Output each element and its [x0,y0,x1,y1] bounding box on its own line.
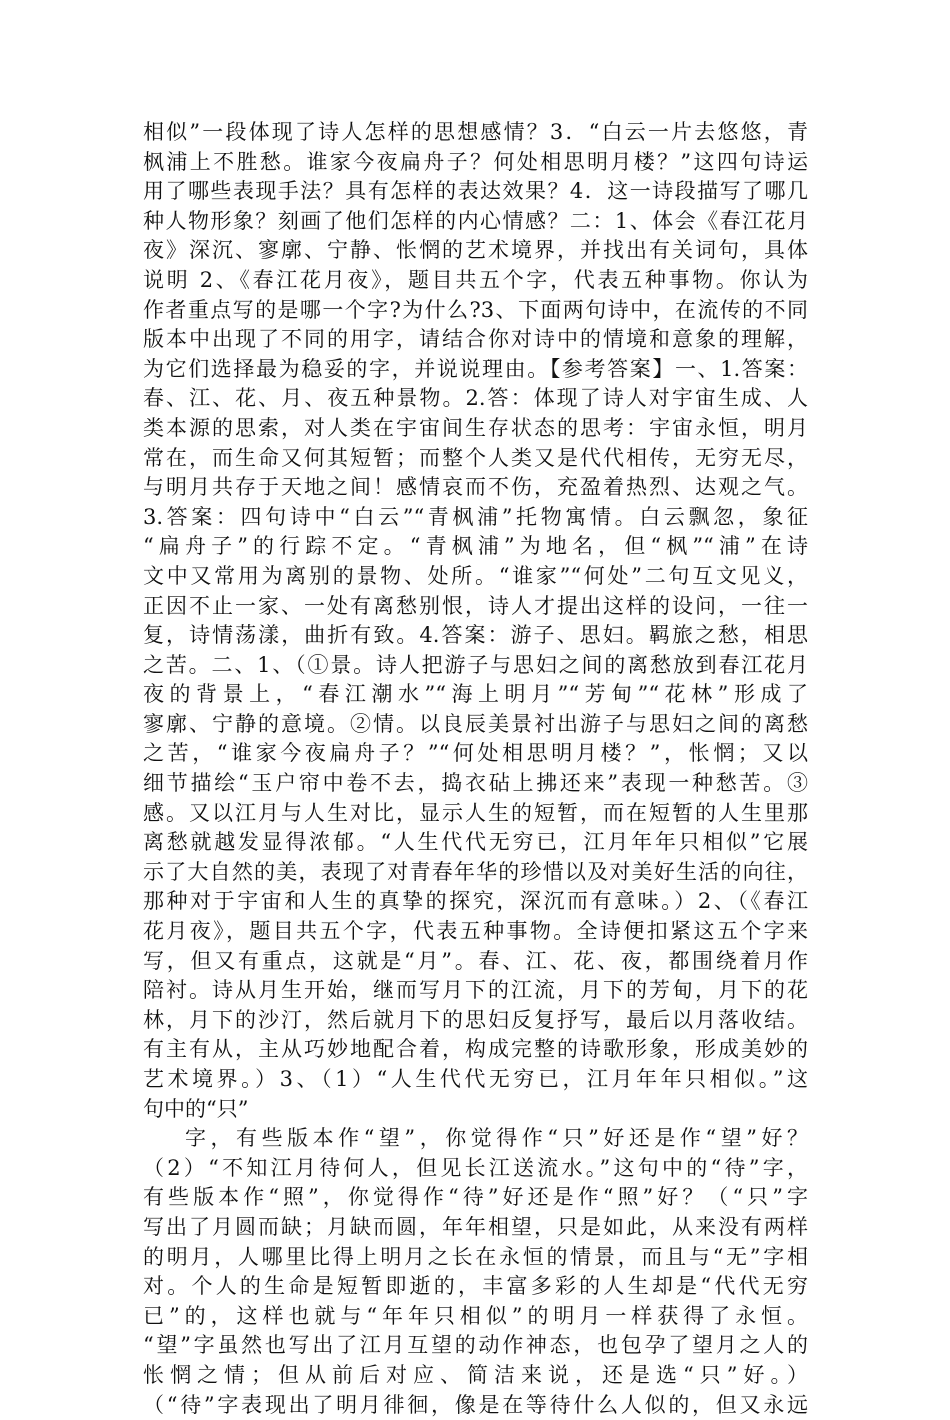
text-line: 字，有些版本作“望”，你觉得作“只”好还是作“望”好？ [185,1126,808,1151]
text-line: 春、江、花、月、夜五种景物。2.答：体现了诗人对宇宙生成、人 [143,386,808,411]
text-line: 版本中出现了不同的用字，请结合你对诗中的情境和意象的理解， [143,327,808,352]
text-line: 示了大自然的美，表现了对青春年华的珍惜以及对美好生活的向往， [143,859,808,884]
document-body [143,118,808,1420]
text-line: 寥廓、宁静的意境。②情。以良辰美景衬出游子与思妇之间的离愁 [143,711,808,736]
text-line: 已”的，这样也就与“年年只相似”的明月一样获得了永恒。 [143,1303,808,1328]
text-line: 说明 2、《春江花月夜》，题目共五个字，代表五种事物。你认为 [143,267,808,292]
text-line: 复，诗情荡漾，曲折有致。4.答案：游子、思妇。羁旅之愁，相思 [143,623,808,648]
text-line: （“待”字表现出了明月徘徊，像是在等待什么人似的，但又永远 [143,1392,808,1417]
text-line: 写，但又有重点，这就是“月”。春、江、花、夜，都围绕着月作 [143,948,808,973]
text-line: 陪衬。诗从月生开始，继而写月下的江流，月下的芳甸，月下的花 [143,978,808,1003]
text-line: 有主有从，主从巧妙地配合着，构成完整的诗歌形象，形成美妙的 [143,1037,808,1062]
text-line: 常在，而生命又何其短暂；而整个人类又是代代相传，无穷无尽， [143,445,808,470]
text-line: 写出了月圆而缺；月缺而圆，年年相望，只是如此，从来没有两样 [143,1214,808,1239]
text-line: 为它们选择最为稳妥的字，并说说理由。【参考答案】一、1.答案： [143,356,808,381]
text-line: 林，月下的沙汀，然后就月下的思妇反复抒写，最后以月落收结。 [143,1007,808,1032]
text-line: 感。又以江月与人生对比，显示人生的短暂，而在短暂的人生里那 [143,800,808,825]
text-line: 之苦，“谁家今夜扁舟子？”“何处相思明月楼？”，怅惘；又以 [143,741,808,766]
text-line: 3.答案：四句诗中“白云”“青枫浦”托物寓情。白云飘忽，象征 [143,504,808,529]
text-line: 句中的“只” [143,1096,249,1121]
text-line: 作者重点写的是哪一个字?为什么?3、下面两句诗中，在流传的不同 [143,297,808,322]
text-line: 夜的背景上，“春江潮水”“海上明月”“芳甸”“花林”形成了 [143,682,808,707]
text-line: 与明月共存于天地之间！感情哀而不伤，充盈着热烈、达观之气。 [143,475,808,500]
text-line: （2）“不知江月待何人，但见长江送流水。”这句中的“待”字， [143,1155,808,1180]
text-line: 之苦。二、1、（①景。诗人把游子与思妇之间的离愁放到春江花月 [143,652,808,677]
text-line: 怅惘之情；但从前后对应、简洁来说，还是选“只”好。） [143,1362,808,1387]
text-line: 类本源的思索，对人类在宇宙间生存状态的思考：宇宙永恒，明月 [143,415,808,440]
text-line: 用了哪些表现手法？具有怎样的表达效果？4．这一诗段描写了哪几 [143,179,808,204]
text-line: 枫浦上不胜愁。谁家今夜扁舟子？何处相思明月楼？”这四句诗运 [143,149,808,174]
text-line: 艺术境界。）3、（1）“人生代代无穷已，江月年年只相似。”这 [143,1067,808,1091]
text-line: 种人物形象？刻画了他们怎样的内心情感？二：1、体会《春江花月 [143,208,808,233]
text-line: 离愁就越发显得浓郁。“人生代代无穷已，江月年年只相似”它展 [143,830,808,855]
text-line: 细节描绘“玉户帘中卷不去，捣衣砧上拂还来”表现一种愁苦。③ [143,771,808,796]
text-line: “望”字虽然也写出了江月互望的动作神态，也包孕了望月之人的 [143,1333,808,1358]
text-line: 那种对于宇宙和人生的真挚的探究，深沉而有意味。）2、（《春江 [143,889,808,914]
text-line: 文中又常用为离别的景物、处所。“谁家”“何处”二句互文见义， [143,563,808,588]
text-line: “扁舟子”的行踪不定。“青枫浦”为地名，但“枫”“浦”在诗 [143,534,808,559]
text-line: 对。个人的生命是短暂即逝的，丰富多彩的人生却是“代代无穷 [143,1274,808,1299]
text-line: 有些版本作“照”，你觉得作“待”好还是作“照”好？（“只”字 [143,1185,808,1210]
text-line: 相似”一段体现了诗人怎样的思想感情？3．“白云一片去悠悠，青 [143,120,808,144]
text-line: 花月夜》，题目共五个字，代表五种事物。全诗便扣紧这五个字来 [143,919,808,944]
text-line: 的明月，人哪里比得上明月之长在永恒的情景，而且与“无”字相 [143,1244,808,1269]
text-line: 夜》深沉、寥廓、宁静、怅惘的艺术境界，并找出有关词句，具体 [143,238,808,263]
text-line: 正因不止一家、一处有离愁别恨，诗人才提出这样的设问，一往一 [143,593,808,618]
